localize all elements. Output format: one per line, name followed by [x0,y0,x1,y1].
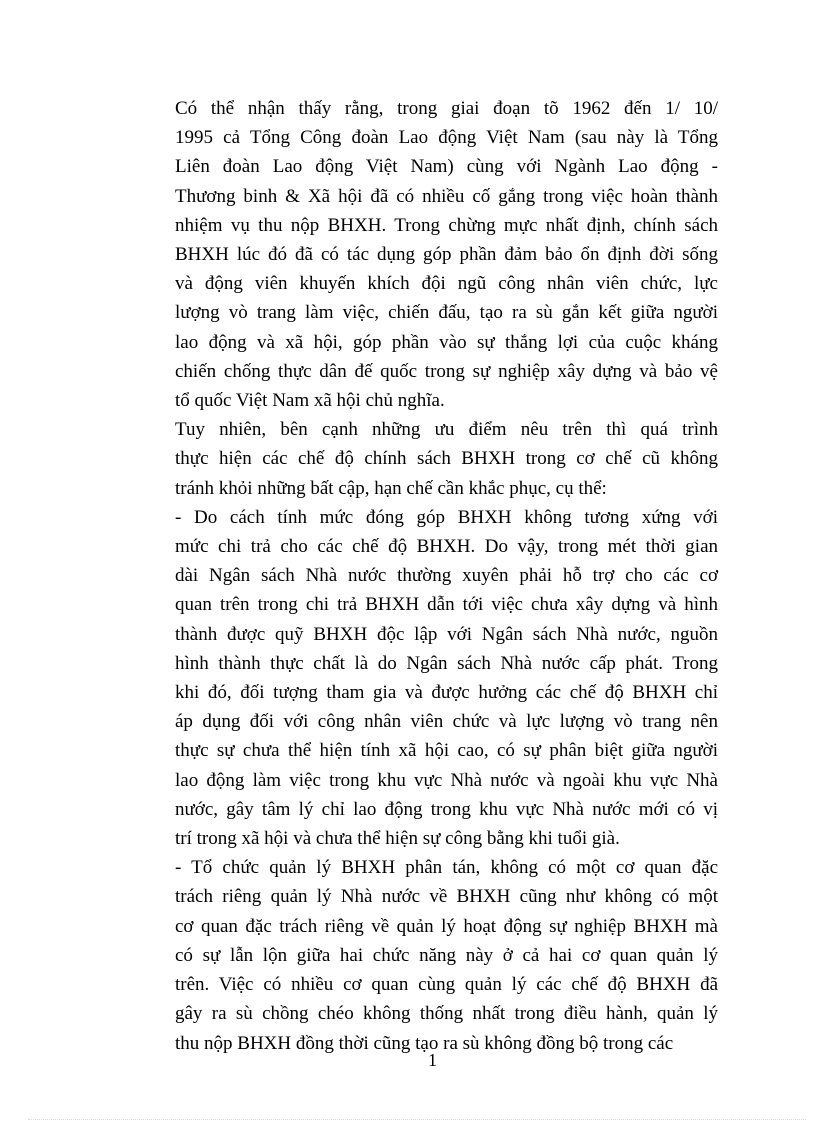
text-line: thành được quỹ BHXH độc lập với Ngân sách Nhà nước, nguồn [175,623,718,645]
text-line: khi đó, đối tượng tham gia và được hưởng các chế độ BHXH chỉ [175,682,718,704]
text-line: áp dụng đối với công nhân viên chức và lực lượng vò trang nên [175,711,718,733]
text-line: tổ quốc Việt Nam xã hội chủ nghĩa. [175,390,445,412]
text-line: nước, gây tâm lý chỉ lao động trong khu vực Nhà nước mới có vị [175,798,718,820]
text-line: thực sự chưa thể hiện tính xã hội cao, có sự phân biệt giữa người [175,740,718,762]
paragraph [135,503,718,853]
text-line: hình thành thực chất là do Ngân sách Nhà nước cấp phát. Trong [175,652,718,674]
text-line: Thương binh & Xã hội đã có nhiều cố gắng trong việc hoàn thành [175,185,718,207]
text-line: trên. Việc có nhiều cơ quan cùng quản lý các chế độ BHXH đã [175,974,718,996]
text-line: lượng vò trang làm việc, chiến đấu, tạo ra sù gắn kết giữa người [175,302,718,324]
text-line: dài Ngân sách Nhà nước thường xuyên phải hỗ trợ cho các cơ [175,565,718,587]
text-line: thu nộp BHXH đồng thời cũng tạo ra sù không đồng bộ trong các [175,1032,674,1054]
text-line: trách riêng quản lý Nhà nước về BHXH cũng như không có một [175,886,718,908]
text-line: nhiệm vụ thu nộp BHXH. Trong chừng mực nhất định, chính sách [175,214,718,236]
text-line: Tuy nhiên, bên cạnh những ưu điểm nêu trên thì quá trình [175,419,718,441]
paragraph [135,94,718,415]
text-line: quan trên trong chi trả BHXH dẫn tới việc chưa xây dựng và hình [175,594,718,616]
paragraph [135,853,718,1057]
text-line: lao động làm việc trong khu vực Nhà nước và ngoài khu vực Nhà [175,769,718,791]
text-line: tránh khỏi những bất cập, hạn chế cần khắc phục, cụ thể: [175,477,607,499]
text-line: BHXH lúc đó đã có tác dụng góp phần đảm bảo ổn định đời sống [175,244,718,266]
paragraph [135,415,718,503]
text-line: gây ra sù chồng chéo không thống nhất trong điều hành, quản lý [175,1003,718,1025]
text-line: - Do cách tính mức đóng góp BHXH không tương xứng với [175,506,718,528]
page-number: 1 [428,1050,437,1070]
text-line: 1995 cả Tổng Công đoàn Lao động Việt Nam (sau này là Tổng [175,127,718,149]
footer-divider [28,1119,806,1120]
text-line: Liên đoàn Lao động Việt Nam) cùng với Ngành Lao động - [175,156,718,178]
text-line: cơ quan đặc trách riêng về quản lý hoạt động sự nghiệp BHXH mà [175,915,718,937]
text-line: - Tổ chức quản lý BHXH phân tán, không có một cơ quan đặc [175,857,718,879]
text-line: lao động và xã hội, góp phần vào sự thắng lợi của cuộc kháng [175,331,718,353]
text-line: Có thể nhận thấy rằng, trong giai đoạn tõ 1962 đến 1/ 10/ [175,98,718,119]
text-line: trí trong xã hội và chưa thể hiện sự công bằng khi tuổi già. [175,828,620,850]
text-line: mức chi trả cho các chế độ BHXH. Do vậy, trong mét thời gian [175,536,718,558]
text-line: chiến chống thực dân đế quốc trong sự nghiệp xây dựng và bảo vệ [175,360,718,382]
text-line: có sự lẫn lộn giữa hai chức năng này ở cả hai cơ quan quản lý [175,944,718,966]
text-line: thực hiện các chế độ chính sách BHXH trong cơ chế cũ không [175,448,718,470]
document-body [135,94,718,1058]
text-line: và động viên khuyến khích đội ngũ công nhân viên chức, lực [175,273,718,295]
